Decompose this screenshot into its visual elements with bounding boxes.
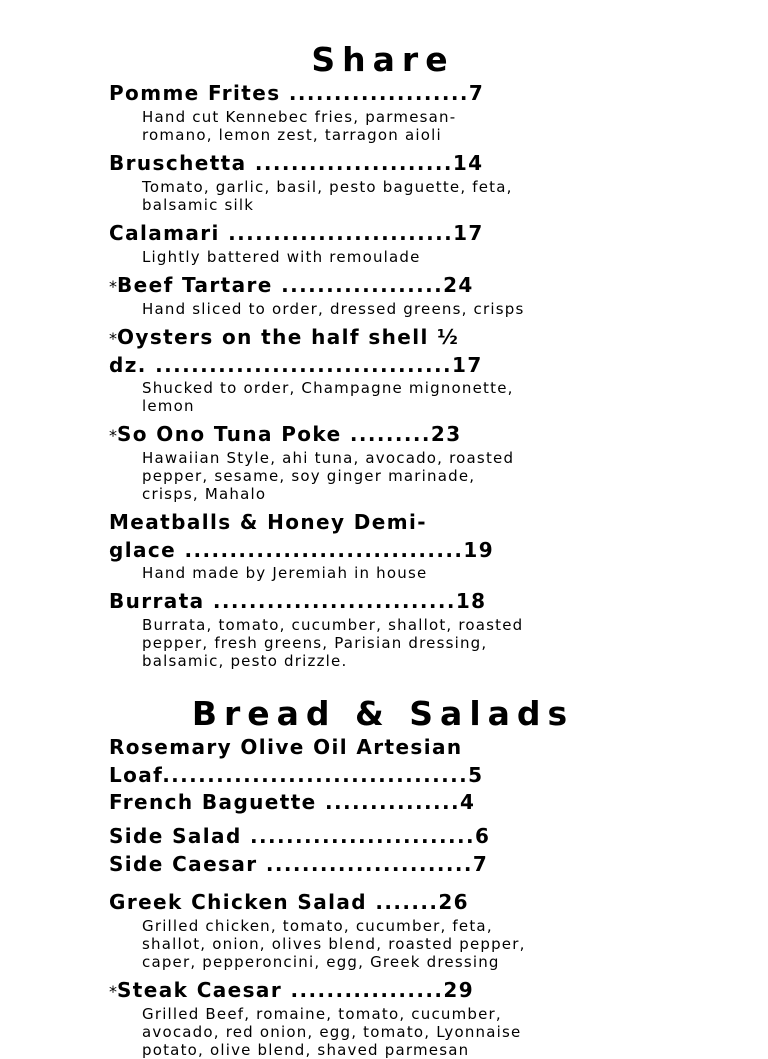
item-name-line: Beef Tartare ..................24 bbox=[117, 273, 474, 297]
item-name-line: Greek Chicken Salad .......26 bbox=[109, 890, 469, 914]
item-name bbox=[109, 421, 657, 449]
item-name bbox=[109, 80, 657, 108]
item-name-line: Bruschetta ......................14 bbox=[109, 151, 484, 175]
section-title-share: Share bbox=[311, 40, 455, 79]
menu-item-oysters bbox=[109, 324, 657, 415]
item-description: Shucked to order, Champagne mignonette, lemon bbox=[142, 379, 514, 415]
menu-item-pomme-frites bbox=[109, 80, 657, 144]
item-description: Hand cut Kennebec fries, parmesan- romano, lemon zest, tarragon aioli bbox=[142, 108, 457, 144]
item-name bbox=[109, 789, 657, 817]
item-name bbox=[109, 509, 657, 537]
item-name bbox=[109, 324, 657, 352]
item-name-line: Rosemary Olive Oil Artesian bbox=[109, 735, 463, 759]
item-name-line: So Ono Tuna Poke .........23 bbox=[117, 422, 462, 446]
item-name-line: Oysters on the half shell ½ bbox=[117, 325, 460, 349]
item-description: Hand made by Jeremiah in house bbox=[142, 564, 428, 582]
item-name-line: Steak Caesar .................29 bbox=[117, 978, 475, 1002]
item-description: Burrata, tomato, cucumber, shallot, roasted pepper, fresh greens, Parisian dressing, balsamic, pesto drizzle. bbox=[142, 616, 524, 670]
item-name bbox=[109, 220, 657, 248]
section-title-bread-salads: Bread & Salads bbox=[191, 694, 575, 733]
item-name-line: Meatballs & Honey Demi- bbox=[109, 510, 427, 534]
menu-item-tuna-poke bbox=[109, 421, 657, 503]
item-name-line: French Baguette ...............4 bbox=[109, 790, 476, 814]
menu-page bbox=[109, 40, 657, 1059]
menu-item-greek-chicken-salad bbox=[109, 889, 657, 971]
item-name bbox=[109, 977, 657, 1005]
menu-item-burrata bbox=[109, 588, 657, 670]
menu-item-calamari bbox=[109, 220, 657, 266]
raw-marker: * bbox=[109, 426, 117, 445]
item-description: Tomato, garlic, basil, pesto baguette, feta, balsamic silk bbox=[142, 178, 513, 214]
item-name bbox=[109, 272, 657, 300]
item-name-line-2: dz. .................................17 bbox=[109, 353, 483, 377]
item-name-line-2: glace ...............................19 bbox=[109, 538, 495, 562]
raw-marker: * bbox=[109, 277, 117, 296]
menu-item-side-caesar bbox=[109, 851, 657, 879]
item-name bbox=[109, 851, 657, 879]
menu-item-beef-tartare bbox=[109, 272, 657, 318]
item-description: Hand sliced to order, dressed greens, crisps bbox=[142, 300, 525, 318]
menu-item-rosemary-loaf bbox=[109, 734, 657, 789]
raw-marker: * bbox=[109, 329, 117, 348]
menu-item-french-baguette bbox=[109, 789, 657, 817]
item-name-line: Side Salad .........................6 bbox=[109, 824, 491, 848]
item-name-line: Side Caesar .......................7 bbox=[109, 852, 489, 876]
item-name-line: Burrata ...........................18 bbox=[109, 589, 487, 613]
item-description: Grilled Beef, romaine, tomato, cucumber, avocado, red onion, egg, tomato, Lyonnaise potato, olive blend, shaved parmesan bbox=[142, 1005, 522, 1059]
item-name bbox=[109, 150, 657, 178]
item-name-line: Calamari .........................17 bbox=[109, 221, 484, 245]
item-name-line: Pomme Frites ....................7 bbox=[109, 81, 485, 105]
item-description: Grilled chicken, tomato, cucumber, feta, shallot, onion, olives blend, roasted pepper, caper, pepperoncini, egg, Greek dressing bbox=[142, 917, 526, 971]
item-name-line-2: Loaf..................................5 bbox=[109, 763, 484, 787]
menu-item-meatballs bbox=[109, 509, 657, 582]
item-description: Lightly battered with remoulade bbox=[142, 248, 421, 266]
menu-item-bruschetta bbox=[109, 150, 657, 214]
menu-item-side-salad bbox=[109, 823, 657, 851]
raw-marker: * bbox=[109, 982, 117, 1001]
menu-item-steak-caesar bbox=[109, 977, 657, 1059]
item-name bbox=[109, 588, 657, 616]
item-name bbox=[109, 823, 657, 851]
item-name bbox=[109, 734, 657, 762]
item-name bbox=[109, 889, 657, 917]
item-description: Hawaiian Style, ahi tuna, avocado, roasted pepper, sesame, soy ginger marinade, crisps, Mahalo bbox=[142, 449, 515, 503]
